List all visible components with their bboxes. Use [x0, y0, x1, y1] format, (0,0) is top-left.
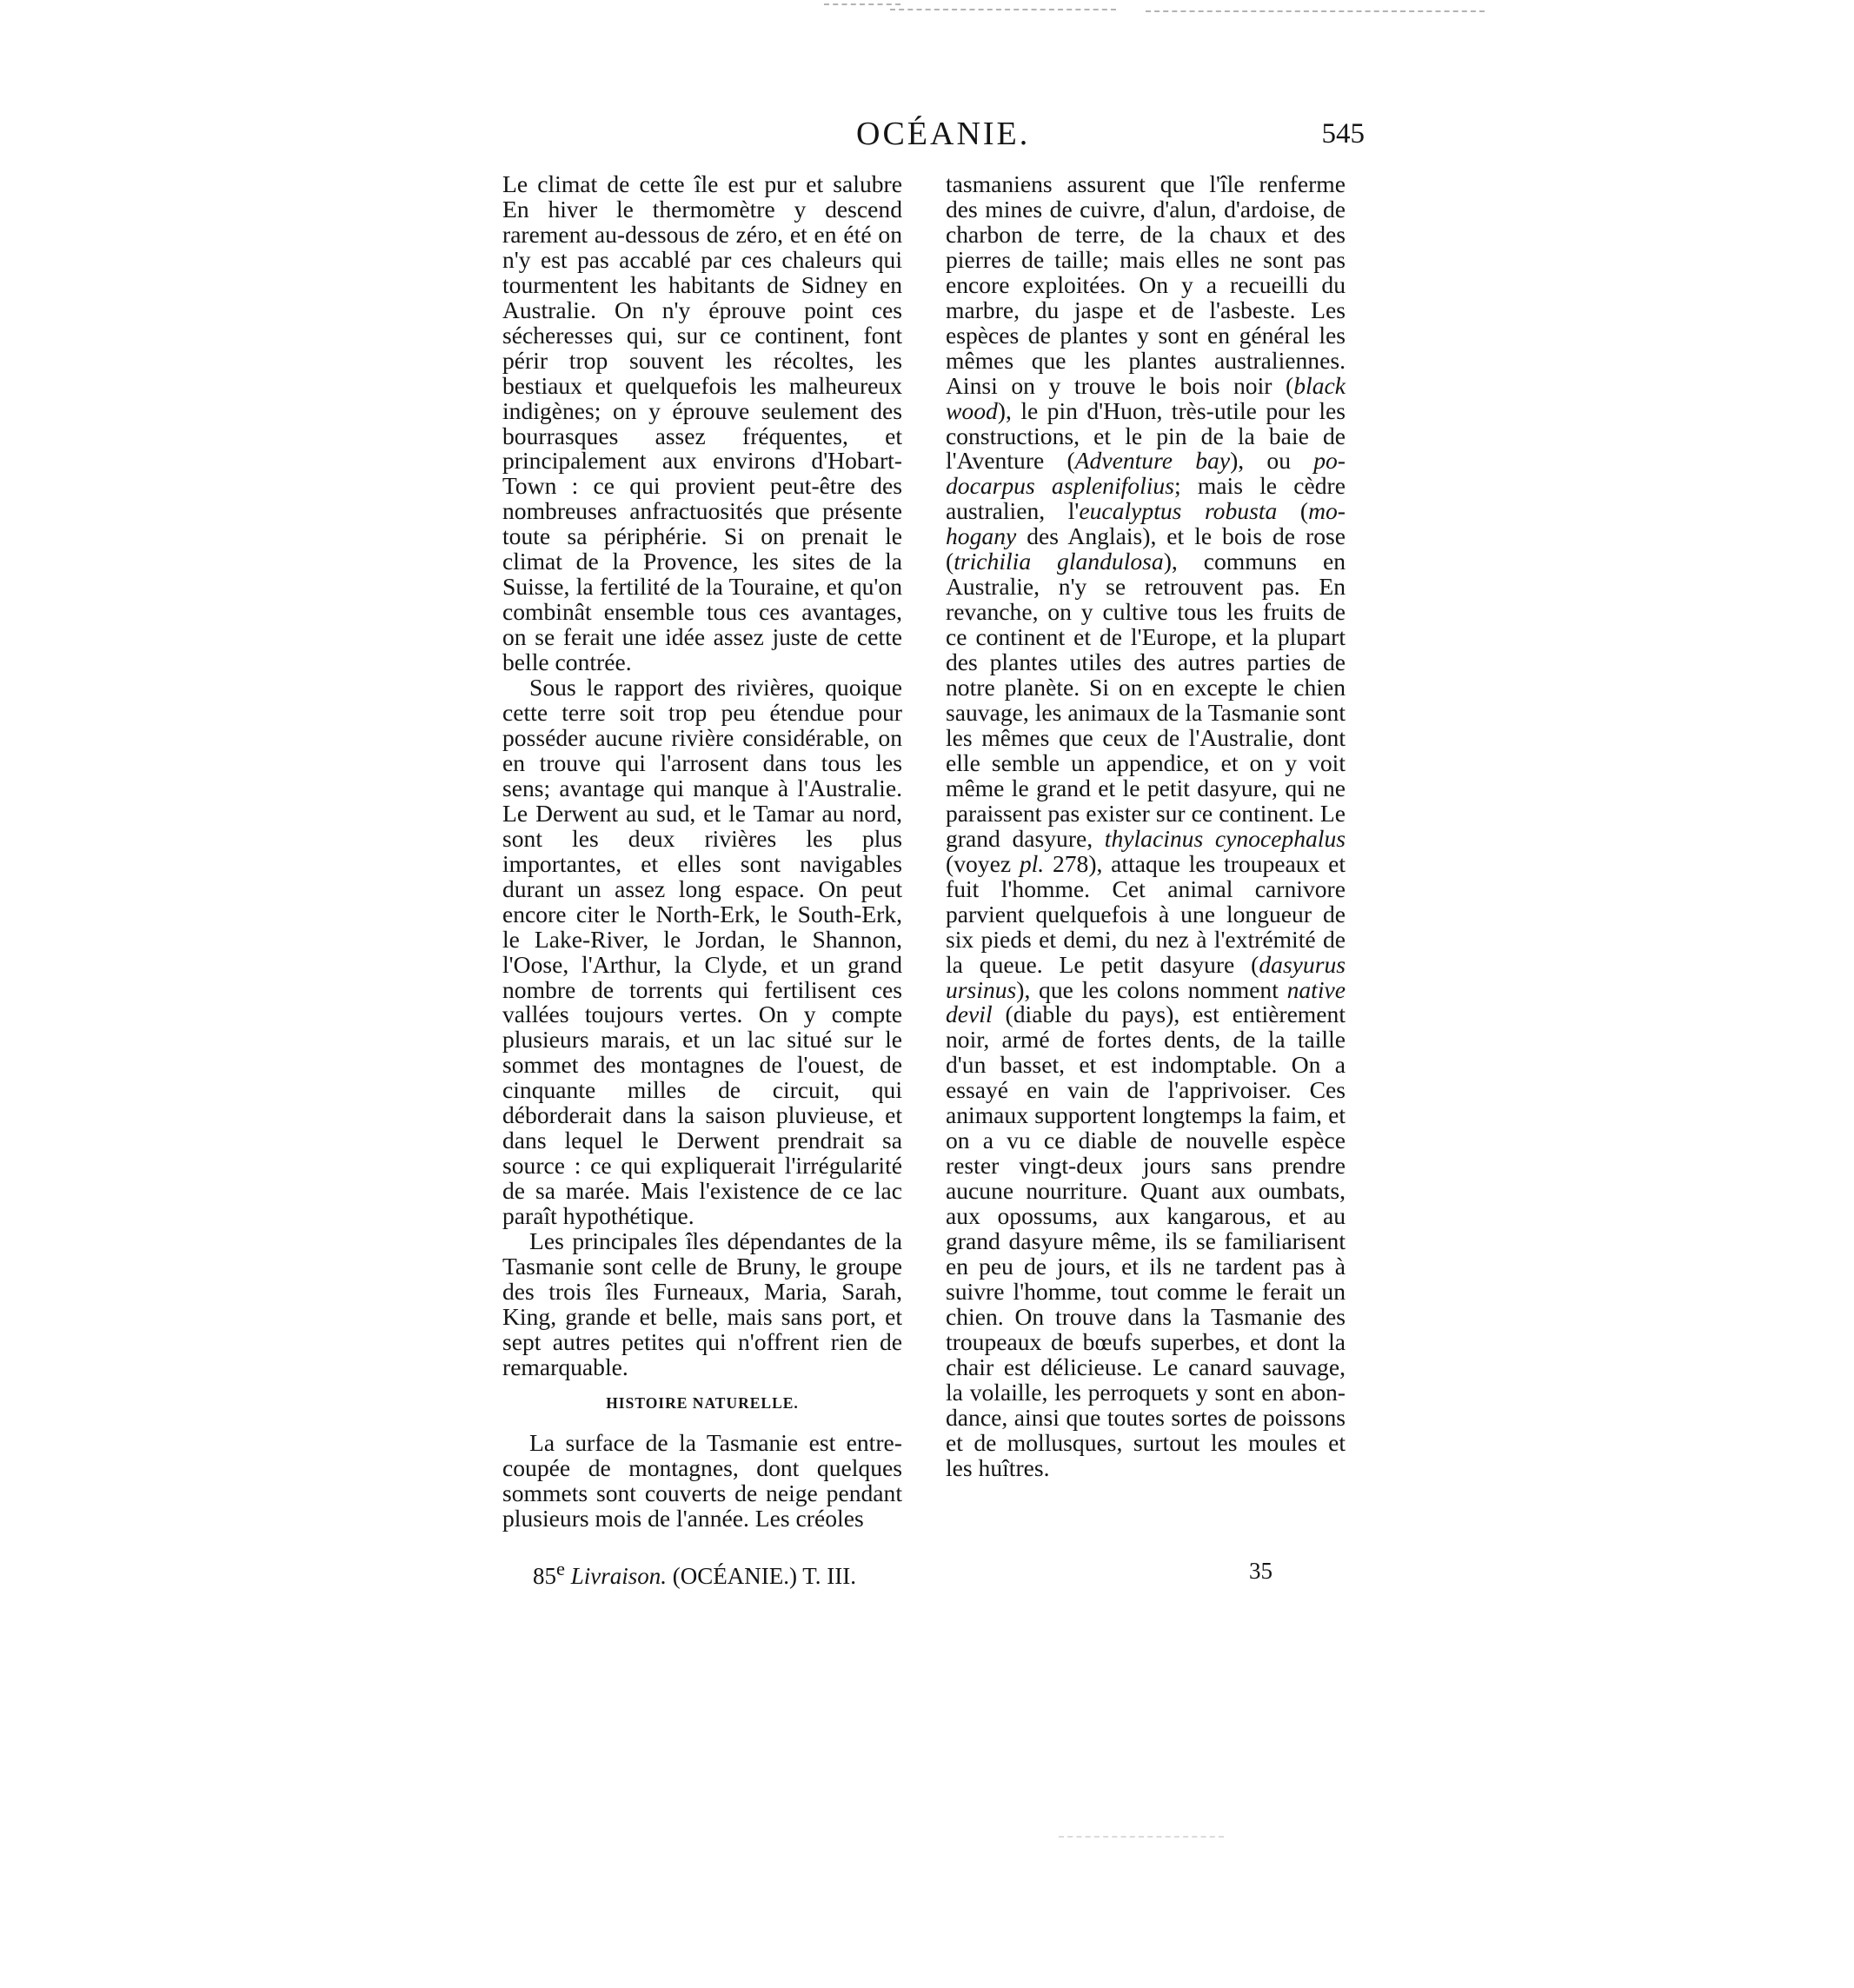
italic-term: podocarpus asplenifolius — [946, 447, 1346, 500]
text-segment: tasmaniens assurent que l'île renferme des mines de cuivre, d'alun, d'ardoise, de charbon de terre, de la chaux et des pierres de taille; mais elles ne sont pas encore exploitées. On y a recueilli du marbre, du jaspe et de l'asbeste. Les espèces de plantes y sont en général les mêmes que les plantes australiennes. Ainsi on y trouve le bois noir ( — [946, 170, 1346, 399]
printer-signature — [533, 1558, 856, 1590]
left-column — [502, 172, 902, 1532]
natural-history-heading: HISTOIRE NATURELLE. — [606, 1393, 799, 1412]
signature-superscript: e — [556, 1558, 565, 1579]
scan-edge-mark-lower — [1059, 1836, 1224, 1838]
islands-paragraph: Les principales îles dépendantes de la Tasmanie sont celle de Bruny, le groupe des trois îles Furneaux, Maria, Sarah, King, grande et belle, mais sans port, et sept autres petites qui n'offrent rien de remarquable. — [502, 1227, 902, 1380]
text-segment: ), ou — [1230, 447, 1314, 475]
italic-term: pl. — [1019, 849, 1045, 877]
italic-term: mohogany — [946, 497, 1346, 550]
right-column — [946, 172, 1346, 1481]
text-segment: 278), attaque les troupeaux et fuit l'homme. Cet animal carnivore parvient quelquefois à une longueur de six pieds et demi, du nez à l'extrémité de la queue. Le petit dasyure ( — [946, 849, 1346, 978]
signature-number: 85 — [533, 1563, 556, 1589]
italic-term: thylacinus cynocephalus — [1104, 824, 1346, 852]
climate-paragraph: Le climat de cette île est pur et salubre En hiver le thermomètre y descend rarement au-dessous de zéro, et en été on n'y est pas accablé par ces chaleurs qui tourmentent les habitants de Sidney en Australie. On n'y éprouve point ces sécheresses qui, sur ce continent, font périr trop souvent les récoltes, les bestiaux et quelquefois les malheureux indigènes; on y éprouve seulement des bourrasques assez fréquentes, et principalement aux environs d'Hobart-Town : ce qui provient peut-être des nombreuses anfractuosités que présente toute sa périphérie. Si on prenait le climat de la Provence, les sites de la Suisse, la fertilité de la Touraine, et qu'on combinât ensemble tous ces avantages, on se ferait une idée assez juste de cette belle contrée. — [502, 170, 902, 676]
text-segment: ; mais le cèdre australien, l' — [946, 472, 1346, 525]
italic-term: trichilia glandulosa — [954, 548, 1164, 575]
italic-term: dasyurus ursinus — [946, 950, 1346, 1003]
rivers-paragraph: Sous le rapport des rivières, quoique cette terre soit trop peu étendue pour posséder aucune rivière considérable, on en trouve qui l'arrosent dans tous les sens; avantage qui manque à l'Australie. Le Derwent au sud, et le Tamar au nord, sont les deux rivières les plus importantes, et elles sont navigables durant un assez long espace. On peut encore citer le North-Erk, le South-Erk, le Lake-River, le Jordan, le Shannon, l'Oose, l'Arthur, la Clyde, et un grand nombre de torrents qui fertilisent ces vallées toujours vertes. On y compte plusieurs marais, et un lac situé sur le sommet des montagnes de l'ouest, de cinquante milles de circuit, qui déborderait dans la saison pluvieuse, et dans lequel le Derwent prendrait sa source : ce qui expliquerait l'irrégularité de sa marée. Mais l'existence de ce lac paraît hypothétique. — [502, 674, 902, 1230]
text-segment: ( — [1277, 497, 1309, 525]
page-header — [487, 115, 1365, 167]
text-segment: des Anglais), et le bois de rose ( — [946, 522, 1346, 575]
page-number: 545 — [1321, 118, 1365, 150]
text-segment: ), communs en Australie, n'y se retrouvent pas. En revanche, on y cultive tous les fruits de ce continent et de l'Europe, et la plupart des plantes utiles des autres parties de notre planète. Si on en excepte le chien sauvage, les animaux de la Tasmanie sont les mêmes que ceux de l'Australie, dont elle semble un appendice, et on y voit même le grand et le petit dasyure, qui ne paraissent pas exister sur ce continent. Le grand dasyure, — [946, 548, 1346, 852]
running-title: OCÉANIE. — [856, 116, 1031, 152]
italic-term: eucalyptus robusta — [1079, 497, 1278, 525]
signature-title: (OCÉANIE.) T. III. — [672, 1563, 856, 1589]
scan-edge-mark-top-left — [824, 3, 900, 5]
scan-edge-mark-top-middle — [890, 9, 1116, 10]
signature-word: Livraison. — [570, 1563, 668, 1589]
text-segment: (voyez — [946, 849, 1020, 877]
text-segment: (diable du pays), est entièrement noir, armé de fortes dents, de la taille d'un basset, et est indomptable. On a essayé en vain de l'apprivoiser. Ces animaux supportent longtemps la faim, et on a vu ce diable de nouvelle espèce rester vingt-deux jours sans prendre aucune nourriture. Quant aux oumbats, aux opossums, aux kangarous, et au grand dasyure même, ils se familiarisent en peu de jours, et ils ne tardent pas à suivre l'homme, tout comme le ferait un chien. On trouve dans la Tasmanie des troupeaux de bœufs superbes, et dont la chair est délicieuse. Le canard sauvage, la volaille, les perroquets y sont en abondance, ainsi que toutes sortes de poissons et de mollusques, surtout les moules et les huîtres. — [946, 1001, 1346, 1481]
italic-term: Adventure bay — [1074, 447, 1231, 475]
surface-paragraph: La surface de la Tasmanie est entrecoupée de montagnes, dont quelques sommets sont couverts de neige pendant plusieurs mois de l'année. Les créoles — [502, 1428, 902, 1532]
text-segment: ), le pin d'Huon, très-utile pour les constructions, et le pin de la baie de l'Aventure ( — [946, 396, 1346, 475]
flora-fauna-paragraph — [946, 172, 1346, 1481]
italic-term: black wood — [946, 371, 1346, 424]
italic-term: native devil — [946, 975, 1346, 1028]
text-segment: ), que les colons nomment — [1016, 975, 1287, 1003]
sheet-number: 35 — [1249, 1558, 1273, 1584]
scan-edge-mark-top-right — [1146, 10, 1485, 12]
